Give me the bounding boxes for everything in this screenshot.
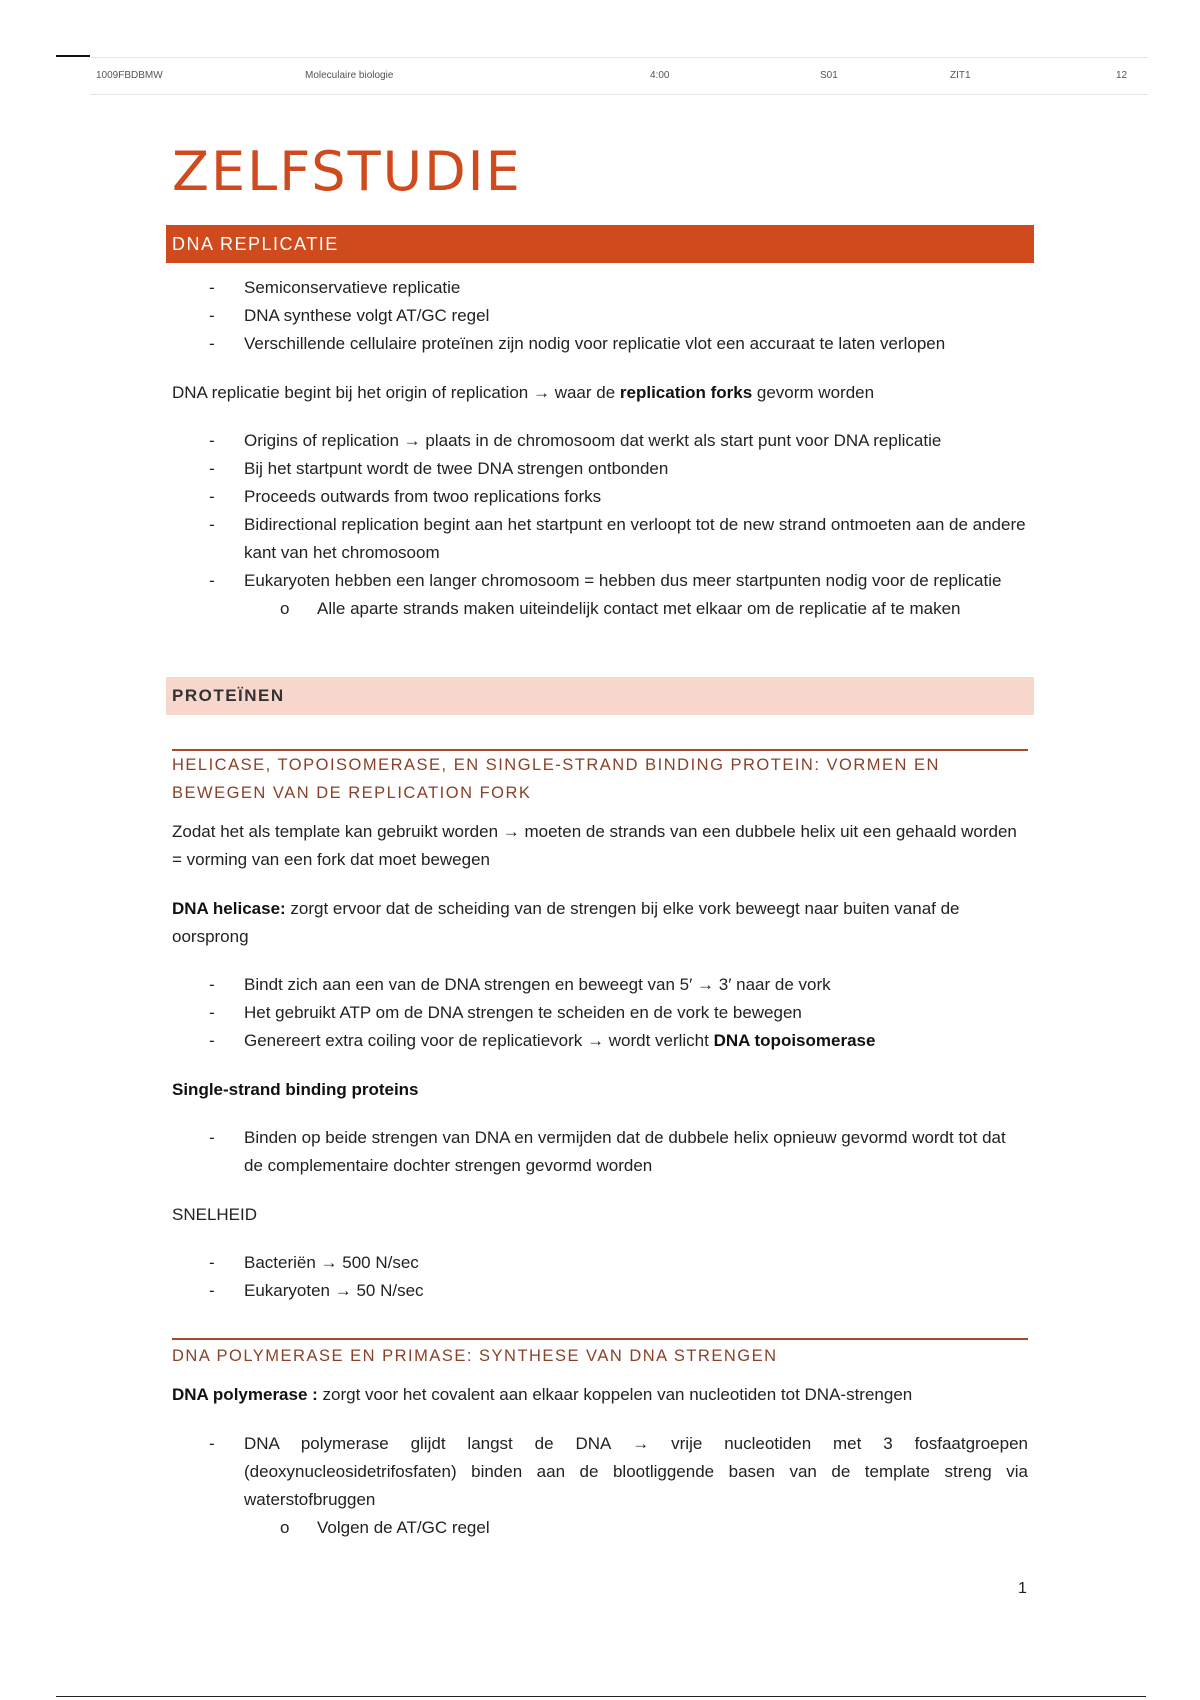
section-heading-proteinen (166, 677, 1034, 715)
polymerase-definition (172, 1381, 1028, 1409)
list-item: - DNA synthese volgt AT/GC regel (172, 302, 1028, 330)
coiling-text: Genereert extra coiling voor de replicatievork → wordt verlicht (244, 1031, 714, 1050)
list-item: - Bindt zich aan een van de DNA strengen en beweegt van 5′ → 3′ naar de vork (172, 971, 1028, 999)
replicatie-intro-paragraph (172, 379, 1028, 407)
header-group: S01 (820, 70, 838, 81)
subsection-heading-helicase: HELICASE, TOPOISOMERASE, EN SINGLE-STRAND BINDING PROTEIN: VORMEN EN BEWEGEN VAN DE REPLICATION FORK (172, 756, 940, 802)
ssb-bullet-list (172, 1124, 1028, 1180)
list-item: - DNA polymerase glijdt langst de DNA → vrije nucleotiden met 3 fosfaatgroepen (deoxynucleosidetrifosfaten) binden aan de blootliggende basen van de template streng via waterstofbruggen (172, 1430, 1028, 1514)
helicase-intro-paragraph: Zodat het als template kan gebruikt worden → moeten de strands van een dubbele helix uit een gehaald worden = vorming van een fork dat moet bewegen (172, 822, 1017, 869)
polymerase-term: DNA polymerase : (172, 1385, 318, 1404)
list-item: - Bidirectional replication begint aan het startpunt en verloopt tot de new strand ontmoeten aan de andere kant van het chromosoom (172, 511, 1028, 567)
list-item: - Verschillende cellulaire proteïnen zijn nodig voor replicatie vlot een accuraat te laten verlopen (172, 330, 1028, 358)
intro-bold: replication forks (619, 383, 753, 402)
list-item (172, 1027, 1028, 1055)
bottom-rule (56, 1696, 1146, 1697)
helicase-text: zorgt ervoor dat de scheiding van de strengen bij elke vork beweegt naar buiten vanaf de oorsprong (172, 899, 960, 946)
helicase-bullet-list (172, 971, 1028, 1055)
list-item: - Bij het startpunt wordt de twee DNA strengen ontbonden (172, 455, 1028, 483)
sub-list-item: o Alle aparte strands maken uiteindelijk contact met elkaar om de replicatie af te maken (172, 595, 1028, 623)
list-item: - Bacteriën → 500 N/sec (172, 1249, 1028, 1277)
replicatie-bullet-list (172, 274, 1028, 358)
section-heading-text: DNA REPLICATIE (172, 234, 339, 254)
intro-text-end: gevorm worden (752, 383, 875, 402)
coiling-bold: DNA topoisomerase (713, 1031, 876, 1050)
list-item: - Eukaryoten → 50 N/sec (172, 1277, 1028, 1305)
sub-list-item: o Volgen de AT/GC regel (172, 1514, 1028, 1542)
list-item: - Binden op beide strengen van DNA en vermijden dat de dubbele helix opnieuw gevormd wordt tot dat de complementaire dochter strengen gevormd worden (172, 1124, 1028, 1180)
header-session: ZIT1 (950, 70, 971, 81)
page-title: ZELFSTUDIE (172, 140, 522, 203)
helicase-definition (172, 895, 1028, 951)
ssb-heading (172, 1076, 1028, 1104)
snelheid-bullet-list (172, 1249, 1028, 1305)
polymerase-bullet-list (172, 1430, 1028, 1542)
top-rule (56, 55, 90, 57)
subsection-heading-polymerase: DNA POLYMERASE EN PRIMASE: SYNTHESE VAN DNA STRENGEN (172, 1347, 778, 1365)
list-item: - Proceeds outwards from twoo replications forks (172, 483, 1028, 511)
list-item: - Eukaryoten hebben een langer chromosoom = hebben dus meer startpunten nodig voor de replicatie (172, 567, 1028, 595)
subsection-rule (172, 1338, 1028, 1340)
helicase-term: DNA helicase: (172, 899, 286, 918)
list-item: - Origins of replication → plaats in de chromosoom dat werkt als start punt voor DNA replicatie (172, 427, 1028, 455)
header-code: 1009FBDBMW (96, 70, 163, 81)
intro-text: DNA replicatie begint bij het origin of replication → waar de (172, 383, 620, 402)
page-number: 1 (1018, 1580, 1027, 1597)
list-item: - Het gebruikt ATP om de DNA strengen te scheiden en de vork te bewegen (172, 999, 1028, 1027)
list-item: - Semiconservatieve replicatie (172, 274, 1028, 302)
header-page: 12 (1116, 70, 1128, 81)
document-header-bar (90, 57, 1148, 95)
header-duration: 4:00 (650, 70, 670, 81)
ssb-heading-text: Single-strand binding proteins (172, 1080, 419, 1099)
snelheid-heading: SNELHEID (172, 1205, 258, 1224)
polymerase-text: zorgt voor het covalent aan elkaar koppelen van nucleotiden tot DNA-strengen (317, 1385, 913, 1404)
section-heading-text: PROTEÏNEN (172, 686, 285, 705)
section-heading-dna-replicatie (166, 225, 1034, 263)
origins-bullet-list (172, 427, 1028, 623)
header-course: Moleculaire biologie (305, 70, 394, 81)
